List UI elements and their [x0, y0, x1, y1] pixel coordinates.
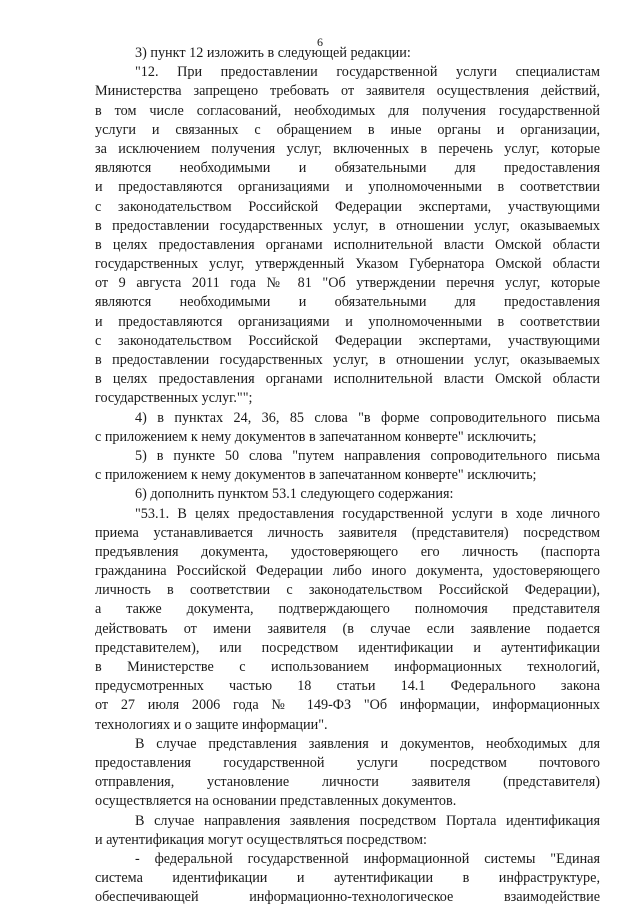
text-line: являются необходимыми и обязательными для предоставления — [95, 294, 600, 311]
text-line: с приложением к нему документов в запечатанном конверте" исключить; — [95, 428, 537, 445]
text-line: с законодательством Российской Федерации экспертами, участвующими — [95, 332, 600, 349]
text-line: в целях предоставления органами исполнительной власти Омской области — [95, 236, 600, 253]
text-line: "53.1. В целях предоставления государственной услуги в ходе личного — [135, 505, 600, 522]
text-line: являются необходимыми и обязательными для предоставления — [95, 160, 600, 177]
text-line: в том числе согласований, необходимых для получения государственной — [95, 102, 600, 119]
text-line: отправления, установление личности заявителя (представителя) — [95, 774, 600, 791]
text-line: "12. При предоставлении государственной услуги специалистам — [135, 64, 600, 81]
text-line: 3) пункт 12 изложить в следующей редакции: — [135, 45, 411, 61]
text-line: технологиях и о защите информации". — [95, 716, 328, 733]
text-line: с приложением к нему документов в запечатанном конверте" исключить; — [95, 467, 537, 484]
text-line: 4) в пунктах 24, 36, 85 слова "в форме сопроводительного письма — [135, 409, 600, 426]
text-line: приема устанавливается личность заявителя (представителя) посредством — [95, 524, 600, 541]
text-line: представителем), или посредством идентификации и аутентификации — [95, 639, 600, 656]
text-line: 5) в пункте 50 слова "путем направления сопроводительного письма — [135, 447, 600, 464]
text-line: и предоставляются организациями и уполномоченными в соответствии — [95, 313, 600, 330]
text-line: действовать от имени заявителя (в случае если заявление подается — [95, 620, 600, 637]
text-line: система идентификации и аутентификации в инфраструктуре, — [95, 870, 600, 887]
text-line: осуществляется на основании представленных документов. — [95, 793, 457, 810]
page-number: 6 — [317, 35, 323, 49]
document-body — [95, 44, 600, 907]
text-line: и аутентификация могут осуществляться посредством: — [95, 831, 427, 848]
text-line: от 27 июля 2006 года № 149-ФЗ "Об информации, информационных — [95, 697, 600, 714]
text-line: в предоставлении государственных услуг, в отношении услуг, оказываемых — [95, 217, 600, 234]
text-line: личность в соответствии с законодательством Российской Федерации), — [95, 582, 600, 599]
text-line: предъявления документа, удостоверяющего его личность (паспорта — [95, 543, 600, 560]
text-line: услуги и связанных с обращением в иные органы и организации, — [95, 121, 600, 138]
text-line: предоставления государственной услуги посредством почтового — [95, 754, 600, 771]
text-line: гражданина Российской Федерации либо иного документа, удостоверяющего — [95, 563, 600, 580]
text-line: - федеральной государственной информационной системы "Единая — [135, 850, 600, 867]
text-line: в Министерстве с использованием информационных технологий, — [95, 659, 600, 675]
text-line: обеспечивающей информационно-технологическое взаимодействие — [95, 889, 600, 906]
text-line: а также документа, подтверждающего полномочия представителя — [95, 601, 600, 618]
text-line: В случае направления заявления посредством Портала идентификация — [135, 812, 600, 829]
text-line: в предоставлении государственных услуг, в отношении услуг, оказываемых — [95, 352, 600, 368]
text-line: с законодательством Российской Федерации экспертами, участвующими — [95, 198, 600, 215]
text-line: Министерства запрещено требовать от заявителя осуществления действий, — [95, 83, 600, 100]
text-line: от 9 августа 2011 года № 81 "Об утверждении перечня услуг, которые — [95, 275, 600, 292]
text-line: государственных услуг.""; — [95, 390, 253, 407]
text-line: государственных услуг, утвержденный Указом Губернатора Омской области — [95, 256, 600, 273]
text-line: 6) дополнить пунктом 53.1 следующего содержания: — [135, 486, 454, 503]
text-line: в целях предоставления органами исполнительной власти Омской области — [95, 371, 600, 388]
text-line: за исключением получения услуг, включенных в перечень услуг, которые — [95, 140, 600, 157]
text-line: предусмотренных частью 18 статьи 14.1 Федерального закона — [95, 678, 600, 695]
text-line: и предоставляются организациями и уполномоченными в соответствии — [95, 179, 600, 196]
text-line: В случае представления заявления и документов, необходимых для — [135, 735, 600, 752]
